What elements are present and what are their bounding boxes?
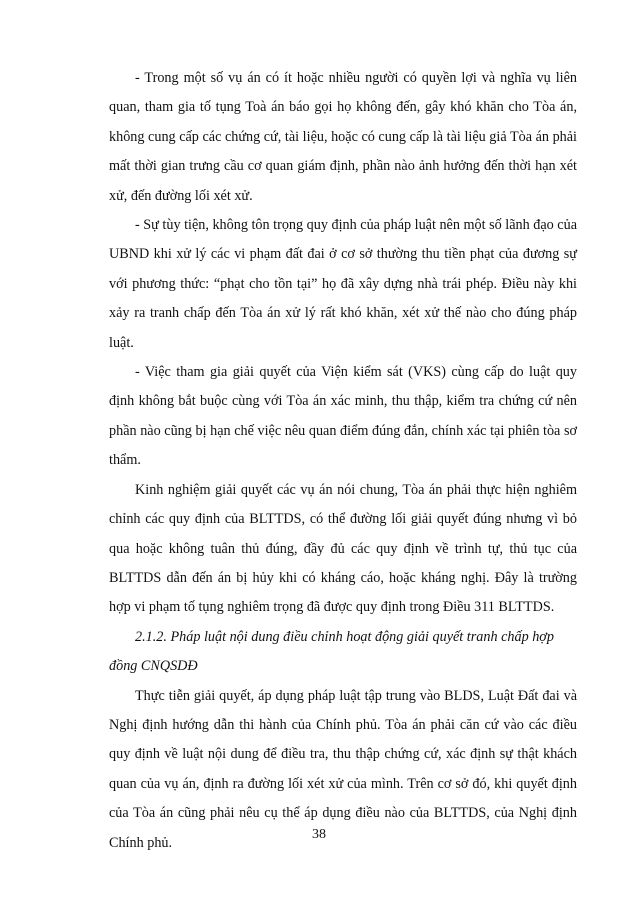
body-text bbox=[109, 64, 577, 858]
paragraph-arbitrariness: - Sự tùy tiện, không tôn trọng quy định của pháp luật nên một số lãnh đạo của UBND khi xử lý các vi phạm đất đai ở cơ sở thường thu tiền phạt của đương sự với phương thức: “phạt cho tồn tại” họ đã xây dựng nhà trái phép. Điều này khi xảy ra tranh chấp đến Tòa án xử lý rất khó khăn, xét xử thế nào cho đúng pháp luật. bbox=[109, 217, 577, 351]
paragraph-litigants: - Trong một số vụ án có ít hoặc nhiều người có quyền lợi và nghĩa vụ liên quan, tham gia tố tụng Toà án báo gọi họ không đến, gây khó khăn cho Tòa án, không cung cấp các chứng cứ, tài liệu, hoặc có cung cấp là tài liệu giả Tòa án phải mất thời gian trưng cầu cơ quan giám định, phần nào ảnh hưởng đến thời hạn xét xử, đến đường lối xét xử. bbox=[109, 70, 577, 204]
page-number: 38 bbox=[312, 827, 326, 842]
section-heading: 2.1.2. Pháp luật nội dung điều chỉnh hoạt động giải quyết tranh chấp hợp đồng CNQSDĐ bbox=[109, 628, 554, 675]
paragraph-experience: Kinh nghiệm giải quyết các vụ án nói chung, Tòa án phải thực hiện nghiêm chỉnh các quy định của BLTTDS, có thể đường lối giải quyết đúng nhưng vì bỏ qua hoặc không tuân thủ đúng, đầy đủ các quy định về trình tự, thủ tục của BLTTDS dẫn đến án bị hủy khi có kháng cáo, hoặc kháng nghị. Đây là trường hợp vi phạm tố tụng nghiêm trọng đã được quy định trong Điều 311 BLTTDS. bbox=[109, 481, 577, 616]
paragraph-procuracy: - Việc tham gia giải quyết của Viện kiểm sát (VKS) cùng cấp do luật quy định không bắt buộc cùng với Tòa án xác minh, thu thập, kiểm tra chứng cứ nên phần nào cũng bị hạn chế việc nêu quan điểm đúng đắn, chính xác tại phiên tòa sơ thẩm. bbox=[109, 364, 577, 469]
paragraph-practice: Thực tiễn giải quyết, áp dụng pháp luật tập trung vào BLDS, Luật Đất đai và Nghị định hướng dẫn thi hành của Chính phủ. Tòa án phải căn cứ vào các điều quy định về luật nội dung để điều tra, thu thập chứng cứ, xác định sự thật khách quan của vụ án, định ra đường lối xét xử của mình. Trên cơ sở đó, khi quyết định của Tòa án cũng phải nêu cụ thể áp dụng điều nào của BLTTDS, của Nghị định Chính phủ. bbox=[109, 687, 577, 851]
